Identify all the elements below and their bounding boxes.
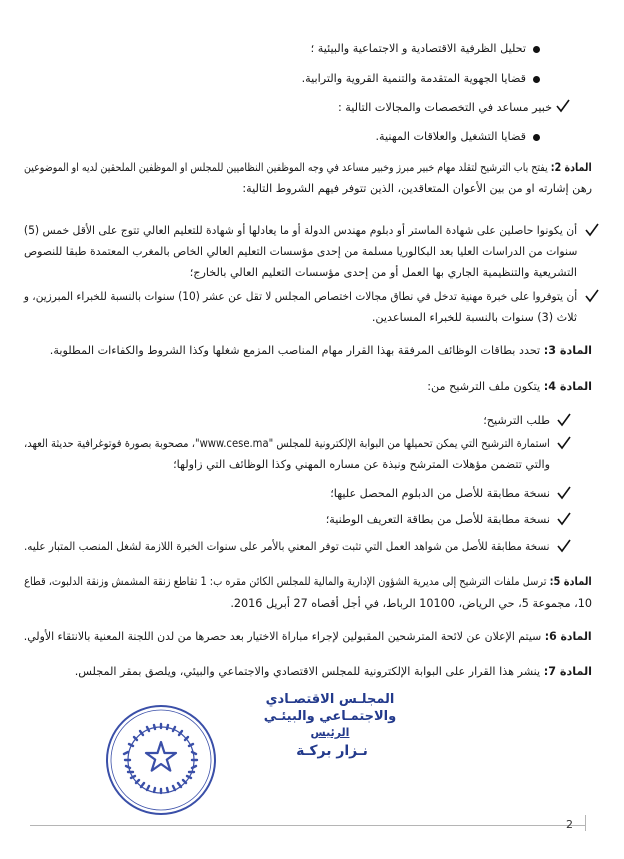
checkmark-icon (556, 99, 570, 113)
checkmark-icon (557, 413, 571, 427)
article-5-text-1: ترسل ملفات الترشيح إلى مديرية الشؤون الإدارية والمالية للمجلس الكائن مقره ب: 1 تقاطع زنقة المشمش وزنقة الدلبوت، قطاع (24, 575, 547, 588)
footer-tick (585, 815, 586, 831)
article-7 (75, 665, 592, 679)
condition-1-line-2: سنوات من الدراسات العليا بعد البكالوريا مسلمة من إحدى مؤسسات التعليم العالي الخاص بالمغرب المعتمدة طبقا للنصوص (23, 245, 577, 258)
dossier-item-application-letter: طلب الترشيح؛ (483, 414, 550, 427)
signature-org-line-2: والاجتمـاعي والبيئـي (263, 709, 397, 724)
checkmark-icon (557, 539, 571, 553)
bullet-dot-icon (533, 134, 540, 141)
article-2-line-2: رهن إشارته او من بين الأعوان المتعاقدين، الذين تتوفر فيهم الشروط التالية: (242, 182, 592, 195)
expert-assistant-heading: خبير مساعد في التخصصات والمجالات التالية : (337, 101, 552, 114)
article-3-text: تحدد بطاقات الوظائف المرفقة بهذا القرار مهام المناصب المزمع شغلها وكذا الشروط والكفاءات المطلوبة. (49, 344, 541, 357)
article-6 (24, 630, 592, 644)
signature-org-line-1: المجلـس الاقتصـادي (265, 692, 395, 707)
condition-1-line-3: التشريعية والتنظيمية الجاري بها العمل أو من إحدى مؤسسات التعليم العالي بالخارج؛ (189, 266, 577, 279)
checkmark-icon (585, 223, 599, 237)
seal-icon (103, 702, 219, 818)
article-6-text: سيتم الإعلان عن لائحة المترشحين المقبولين لإجراء مباراة الاختيار بعد حصرها من لدن اللجنة المعنية بالانتقاء الأولي. (24, 630, 542, 643)
official-stamp (103, 702, 219, 818)
article-6-lead: المادة 6: (545, 630, 592, 643)
checkmark-icon (557, 512, 571, 526)
condition-2-line-2: ثلاث (3) سنوات بالنسبة للخبراء المساعدين. (371, 311, 577, 324)
checkmark-icon (557, 486, 571, 500)
article-2-line-1: يفتح باب الترشيح لتقلد مهام خبير مبرز وخبير مساعد في وجه الموظفين النظاميين للمجلس او الموظفين الملحقين لديه او الموضوعين (24, 161, 548, 174)
condition-2-line-1: أن يتوفروا على خبرة مهنية تدخل في نطاق مجالات اختصاص المجلس لا تقل عن عشر (10) سنوات بالنسبة للخبراء المبرزين، و (23, 290, 577, 303)
checkmark-icon (585, 289, 599, 303)
article-4-text: يتكون ملف الترشيح من: (427, 380, 541, 393)
dossier-item-diploma-copy: نسخة مطابقة للأصل من الدبلوم المحصل عليها؛ (330, 487, 550, 500)
article-5-lead: المادة 5: (549, 575, 592, 588)
article-7-lead: المادة 7: (543, 665, 592, 678)
dossier-item-id-copy: نسخة مطابقة للأصل من بطاقة التعريف الوطنية؛ (325, 513, 550, 526)
signature-role: الرئيس (310, 726, 350, 739)
bullet-text-economic-analysis: تحليل الظرفية الاقتصادية و الاجتماعية والبيئية ؛ (310, 42, 526, 55)
article-2-lead: المادة 2: (551, 161, 592, 174)
dossier-item-work-certificates: نسخة مطابقة للأصل من شواهد العمل التي تثبت توفر المعني بالأمر على سنوات الخبرة اللازمة لشغل المنصب المتبار عليه. (24, 540, 550, 553)
article-3-lead: المادة 3: (543, 344, 592, 357)
checkmark-icon (557, 436, 571, 450)
bullet-dot-icon (533, 76, 540, 83)
article-4-lead: المادة 4: (543, 380, 592, 393)
bullet-text-regionalization: قضايا الجهوية المتقدمة والتنمية القروية والترابية. (301, 72, 526, 85)
article-5-line-1 (24, 575, 592, 589)
condition-1-line-1: أن يكونوا حاصلين على شهادة الماستر أو دبلوم مهندس الدولة أو ما يعادلها أو شهادة للتعليم العالي تتوج على الأقل خمس (5) (23, 224, 578, 237)
article-5-line-2: 10، مجموعة 5، حي الرياض، 10100 الرباط، في أجل أقصاه 27 أبريل 2016. (230, 597, 592, 610)
footer-rule (30, 825, 585, 826)
bullet-text-employment: قضايا التشغيل والعلاقات المهنية. (375, 130, 526, 143)
article-7-text: ينشر هذا القرار على البوابة الإلكترونية للمجلس الاقتصادي والاجتماعي والبيئي، ويلصق بمقر المجلس. (74, 665, 541, 678)
article-4 (427, 380, 592, 394)
signature-name: نـزار بركـة (296, 743, 368, 759)
page-number: 2 (566, 818, 573, 831)
bullet-dot-icon (533, 46, 540, 53)
dossier-item-application-form: استمارة الترشيح التي يمكن تحميلها من البوابة الإلكترونية للمجلس "www.cese.ma"، مصحوبة بصورة فوتوغرافية حديثة العهد، (24, 437, 550, 450)
article-3 (50, 344, 592, 358)
dossier-item-application-form-cont: والتي تتضمن مؤهلات المترشح ونبذة عن مساره المهني وكذا الوظائف التي زاولها؛ (173, 458, 550, 471)
